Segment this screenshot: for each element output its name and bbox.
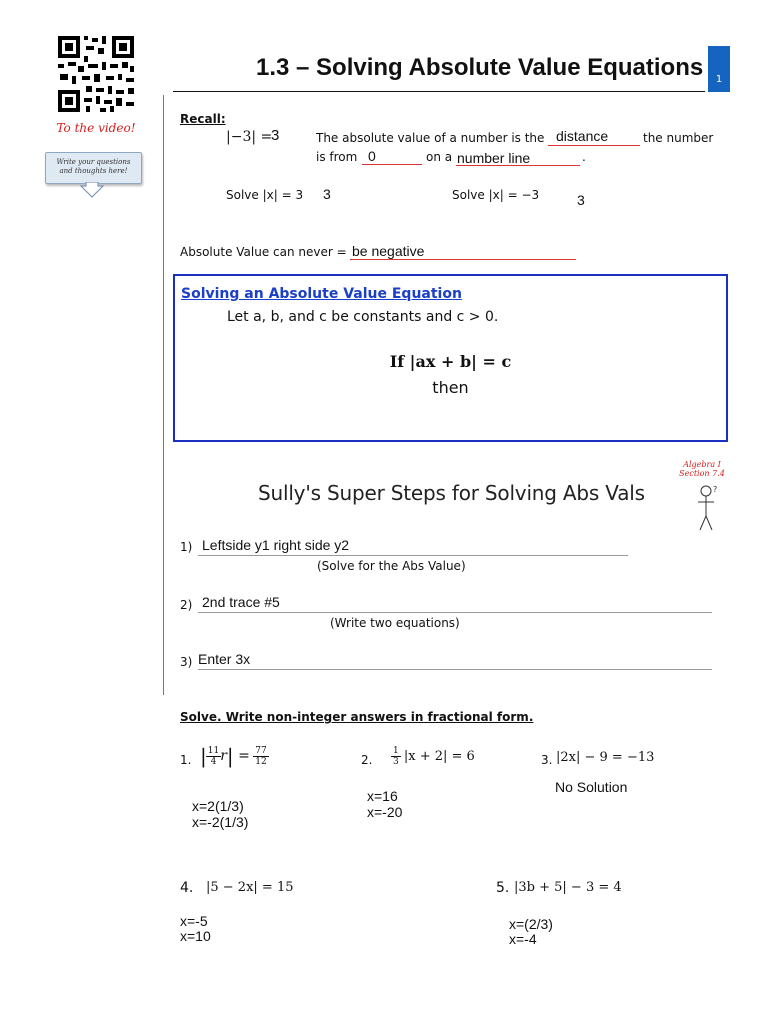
problem-3-number: 3.: [541, 753, 553, 767]
notes-callout: [45, 152, 142, 184]
title-underline: [173, 91, 705, 92]
step-1-hint: (Solve for the Abs Value): [317, 559, 466, 573]
step-1-answer: Leftside y1 right side y2: [202, 537, 350, 553]
never-answer: be negative: [352, 243, 425, 259]
problem-2-answers: [367, 788, 402, 820]
problem-1-answers: [192, 798, 248, 830]
problem-2-answer-1: x=16: [367, 788, 398, 804]
rule-box-then: then: [432, 378, 469, 397]
blank-distance-line: [548, 145, 640, 146]
rule-box: [173, 274, 728, 442]
problem-4-answers: [180, 914, 211, 944]
problem-2-number: 2.: [361, 753, 373, 767]
problem-5-answers: [509, 917, 553, 947]
notes-prompt: Write your questions and thoughts here!: [56, 158, 131, 175]
problem-2-frac-num: 1: [393, 746, 399, 756]
step-2-hint: (Write two equations): [330, 616, 460, 630]
steps-reference: [672, 460, 732, 478]
recall-sentence-2: the number: [643, 131, 714, 145]
solve1-answer: 3: [323, 186, 331, 202]
never-answer-line: [350, 259, 576, 260]
rule-box-if-line: If |ax + b| = c: [389, 352, 512, 371]
page-title: 1.3 – Solving Absolute Value Equations: [256, 54, 704, 81]
problem-3-answer: No Solution: [555, 779, 628, 795]
problem-2-equation: [392, 746, 475, 767]
solve-instructions: Solve. Write non-integer answers in fractional form.: [180, 710, 534, 724]
problem-4-answer-2: x=10: [180, 928, 211, 944]
recall-sentence-end: .: [582, 150, 586, 164]
problem-3-equation: |2x| − 9 = −13: [556, 750, 655, 765]
problem-1-frac1-den: 4: [210, 756, 217, 767]
qr-code[interactable]: [56, 34, 136, 114]
problem-1-frac2-den: 12: [255, 756, 267, 767]
problem-2-answer-2: x=-20: [367, 804, 403, 820]
page-number: 1: [715, 74, 723, 85]
recall-abs-answer: 3: [271, 127, 280, 144]
problem-4-answer-1: x=-5: [180, 913, 208, 929]
problem-5-equation: |3b + 5| − 3 = 4: [514, 880, 622, 895]
problem-1-var: r: [220, 748, 227, 764]
steps-title: Sully's Super Steps for Solving Abs Vals: [258, 481, 645, 505]
problem-2-frac-den: 3: [393, 757, 399, 767]
steps-reference-line1: Algebra I: [683, 460, 721, 469]
down-arrow-icon: [80, 182, 104, 202]
stick-figure-icon: [695, 484, 721, 538]
problem-4-number: 4.: [180, 880, 194, 896]
solve2-label: Solve |x| = −3: [452, 188, 540, 202]
blank-number-line-underline: [456, 165, 580, 166]
problem-2-eq: |x + 2| = 6: [403, 749, 475, 764]
step-2-answer: 2nd trace #5: [202, 594, 280, 610]
step-3-answer: Enter 3x: [198, 651, 251, 667]
page-number-badge: [708, 46, 730, 92]
problem-5-number: 5.: [496, 880, 510, 896]
step-1-line: [198, 555, 628, 556]
recall-abs-expr: |−3| =: [226, 129, 273, 145]
blank-number-line: number line: [457, 150, 531, 166]
blank-zero: 0: [368, 148, 376, 164]
recall-sentence-4: on a: [426, 150, 453, 164]
step-2-line: [198, 612, 712, 613]
rule-box-let-line: Let a, b, and c be constants and c > 0.: [227, 309, 499, 325]
blank-zero-line: [362, 164, 422, 165]
problem-1-answer-2: x=-2(1/3): [192, 814, 249, 830]
step-1-number: 1): [180, 540, 193, 554]
video-link[interactable]: To the video!: [56, 121, 136, 135]
step-3-line: [198, 669, 712, 670]
blank-distance: distance: [556, 128, 609, 144]
margin-line: [163, 95, 164, 695]
svg-text:?: ?: [713, 485, 718, 494]
problem-1-number: 1.: [180, 753, 192, 767]
solve1-label: Solve |x| = 3: [226, 188, 304, 202]
problem-5-answer-1: x=(2/3): [509, 916, 553, 932]
problem-4-equation: |5 − 2x| = 15: [206, 880, 294, 895]
recall-sentence-1: The absolute value of a number is the: [316, 131, 545, 145]
solve2-answer: 3: [577, 192, 585, 208]
problem-1-equation: | $\frac{11}{4}$ r| = $\frac{77}{12}$: [200, 744, 267, 768]
recall-sentence-3: is from: [316, 150, 358, 164]
step-2-number: 2): [180, 598, 193, 612]
steps-reference-line2: Section 7.4: [679, 469, 725, 478]
problem-1-frac2-num: 77: [255, 745, 267, 756]
recall-label: Recall:: [180, 112, 226, 126]
rule-box-heading: Solving an Absolute Value Equation: [181, 286, 462, 302]
step-3-number: 3): [180, 655, 193, 669]
never-label: Absolute Value can never =: [180, 245, 347, 259]
problem-5-answer-2: x=-4: [509, 931, 537, 947]
problem-1-answer-1: x=2(1/3): [192, 798, 244, 814]
problem-1-frac1-num: 11: [207, 745, 220, 756]
